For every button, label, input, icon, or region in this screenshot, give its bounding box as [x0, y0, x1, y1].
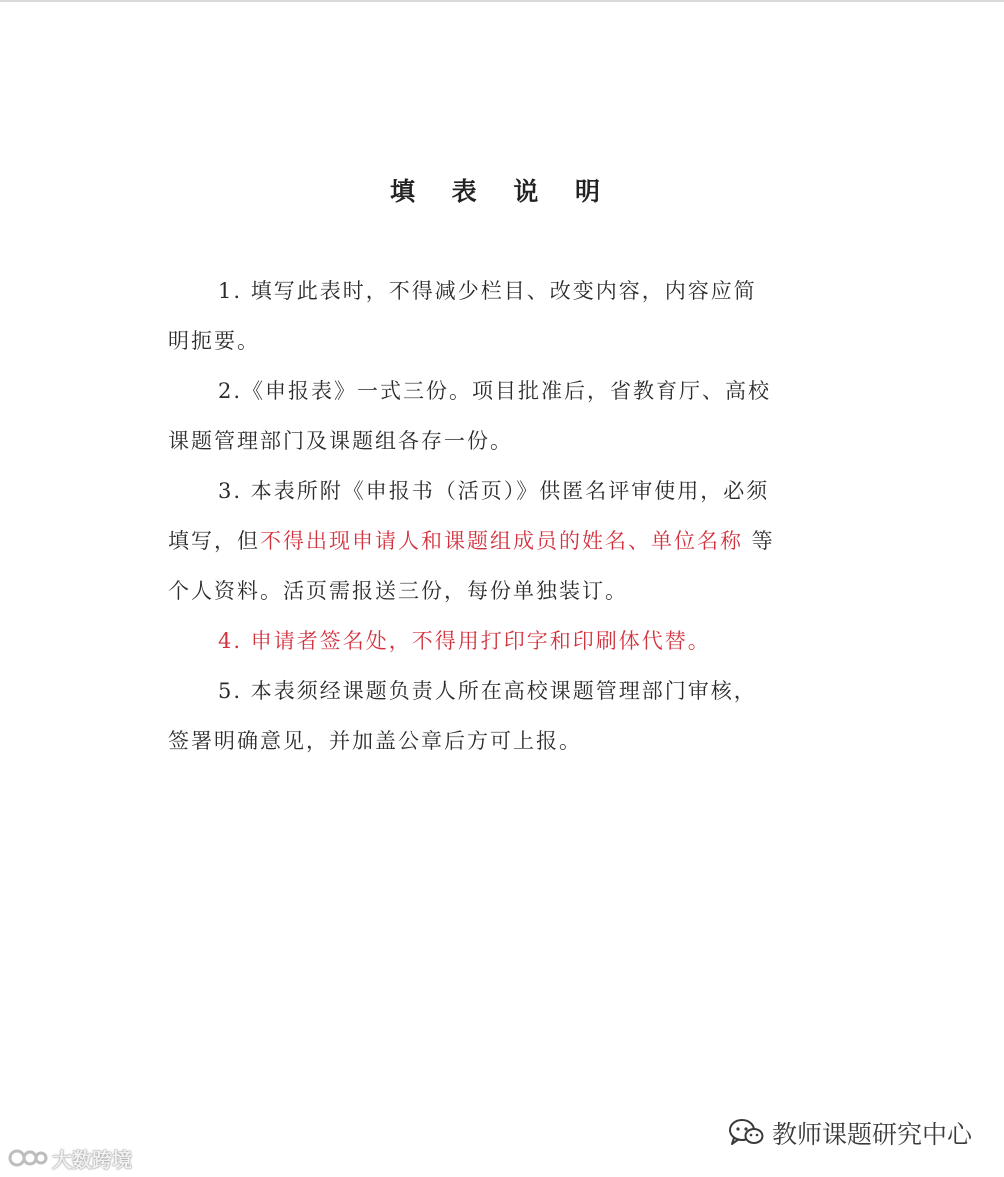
item-3-line-3: 个人资料。活页需报送三份，每份单独装订。: [168, 579, 628, 603]
item-3-line-2-prefix: 填写，但: [168, 529, 260, 553]
item-3-red-warning: 不得出现申请人和课题组成员的姓名、单位名称: [260, 529, 743, 553]
instruction-item-3: [168, 466, 838, 616]
watermark-right-text: 教师课题研究中心: [772, 1120, 973, 1149]
item-5-line-2: 签署明确意见，并加盖公章后方可上报。: [168, 729, 582, 753]
item-5-line-1: 5. 本表须经课题负责人所在高校课题管理部门审核，: [218, 679, 757, 703]
item-3-line-2: [168, 516, 838, 566]
wechat-icon: [728, 1118, 764, 1148]
item-2-line-2: 课题管理部门及课题组各存一份。: [168, 429, 513, 453]
instruction-item-4: [168, 616, 838, 666]
watermark-brand: [8, 1143, 132, 1173]
item-3-line-2-suffix: 等: [743, 529, 775, 553]
item-3-line-1: 3. 本表所附《申报书（活页）》供匿名评审使用，必须: [218, 479, 770, 503]
logo-mark-icon: [8, 1145, 48, 1171]
item-1-line-1: 1. 填写此表时，不得减少栏目、改变内容，内容应简: [218, 279, 757, 303]
instruction-item-5: [168, 666, 838, 766]
watermark-left-text: 大数跨境: [52, 1147, 132, 1172]
watermark-wechat-account: [728, 1113, 972, 1153]
document-title: 填 表 说 明: [389, 177, 615, 206]
instruction-item-1: [168, 266, 838, 366]
item-4-line-1: 4. 申请者签名处，不得用打印字和印刷体代替。: [218, 629, 711, 653]
item-2-line-1: 2.《申报表》一式三份。项目批准后，省教育厅、高校: [218, 379, 772, 403]
item-1-line-2: 明扼要。: [168, 329, 260, 353]
instruction-item-2: [168, 366, 838, 466]
